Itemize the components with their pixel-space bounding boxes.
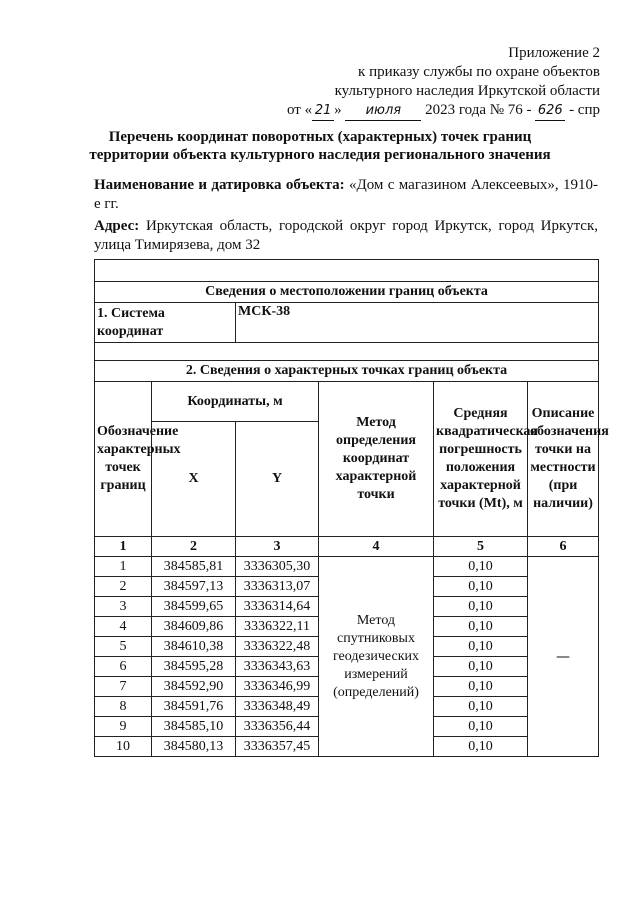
coordinates-table [94,259,609,757]
point-number: 10 [95,737,152,757]
title-line-2: территории объекта культурного наследия регионального значения [89,147,551,163]
mean-error: 0,10 [434,697,528,717]
table-row [95,557,599,577]
point-number: 5 [95,637,152,657]
col-point-header: Обозначение характерных точек границ [95,382,152,537]
column-number: 3 [236,537,319,557]
coord-x: 384585,81 [152,557,236,577]
coord-y: 3336357,45 [236,737,319,757]
coord-x: 384592,90 [152,677,236,697]
order-year: 2023 года № 76 - [425,102,532,118]
object-address [94,217,598,255]
coord-x: 384597,13 [152,577,236,597]
title-line-1: Перечень координат поворотных (характерных) точек границ [108,129,532,145]
mean-error: 0,10 [434,677,528,697]
object-name [94,176,598,214]
column-numbers-row [95,537,599,557]
point-number: 2 [95,577,152,597]
date-quote: » [334,102,342,118]
object-name-label: Наименование и датировка объекта: [94,177,345,193]
order-reference: к приказу службы по охране объектов [358,64,600,80]
date-prefix: от « [287,102,313,118]
section1-row [95,282,599,303]
coord-x: 384610,38 [152,637,236,657]
mean-error: 0,10 [434,637,528,657]
mean-error: 0,10 [434,737,528,757]
coord-x: 384609,86 [152,617,236,637]
object-info [94,176,598,258]
object-address-value: Иркутская область, городской округ город Иркутск, город Иркутск, улица Тимирязева, дом 32 [94,218,599,253]
col-x-header: X [152,422,236,537]
coord-x: 384580,13 [152,737,236,757]
order-month: июля [345,101,421,121]
description-value: — [528,557,599,757]
system-value: МСК-38 [236,303,599,343]
point-number: 7 [95,677,152,697]
coord-y: 3336322,48 [236,637,319,657]
header-row-1 [95,382,599,422]
point-number: 9 [95,717,152,737]
object-address-label: Адрес: [94,218,140,234]
coord-x: 384595,28 [152,657,236,677]
col-y-header: Y [236,422,319,537]
col-method-header: Метод определения координат характерной точки [319,382,434,537]
coord-y: 3336305,30 [236,557,319,577]
coord-y: 3336348,49 [236,697,319,717]
point-number: 6 [95,657,152,677]
coord-y: 3336314,64 [236,597,319,617]
coord-y: 3336346,99 [236,677,319,697]
mean-error: 0,10 [434,717,528,737]
col-error-header: Средняя квадратическая погрешность положения характерной точки (Mt), м [434,382,528,537]
point-number: 4 [95,617,152,637]
system-row [95,303,599,343]
section1-title: Сведения о местоположении границ объекта [95,282,599,303]
order-suffix: - спр [569,102,600,118]
method-value: Метод спутниковых геодезических измерений (определений) [319,557,434,757]
order-day: 21 [312,101,334,121]
mean-error: 0,10 [434,617,528,637]
coord-y: 3336313,07 [236,577,319,597]
point-number: 3 [95,597,152,617]
mean-error: 0,10 [434,597,528,617]
mean-error: 0,10 [434,577,528,597]
section2-title: 2. Сведения о характерных точках границ объекта [95,361,599,382]
spacer-row-2 [95,343,599,361]
order-number: 626 [535,101,565,121]
col-coords-header: Координаты, м [152,382,319,422]
appendix-label: Приложение 2 [508,45,600,61]
column-number: 5 [434,537,528,557]
coord-x: 384599,65 [152,597,236,617]
point-number: 8 [95,697,152,717]
section2-row [95,361,599,382]
spacer-row [95,260,599,282]
point-number: 1 [95,557,152,577]
col-desc-header: Описание обозначения точки на местности (при наличии) [528,382,599,537]
document-title [0,128,640,164]
order-date-line [287,101,600,121]
mean-error: 0,10 [434,657,528,677]
coord-y: 3336322,11 [236,617,319,637]
system-label: 1. Система координат [95,303,236,343]
coord-y: 3336343,63 [236,657,319,677]
coord-y: 3336356,44 [236,717,319,737]
column-number: 4 [319,537,434,557]
mean-error: 0,10 [434,557,528,577]
order-authority: культурного наследия Иркутской области [334,83,600,99]
column-number: 1 [95,537,152,557]
coord-x: 384585,10 [152,717,236,737]
coord-x: 384591,76 [152,697,236,717]
column-number: 2 [152,537,236,557]
object-name-value: «Дом с магазином Алексеевых», 1910-е гг. [94,177,598,212]
approval-header [287,44,600,121]
column-number: 6 [528,537,599,557]
